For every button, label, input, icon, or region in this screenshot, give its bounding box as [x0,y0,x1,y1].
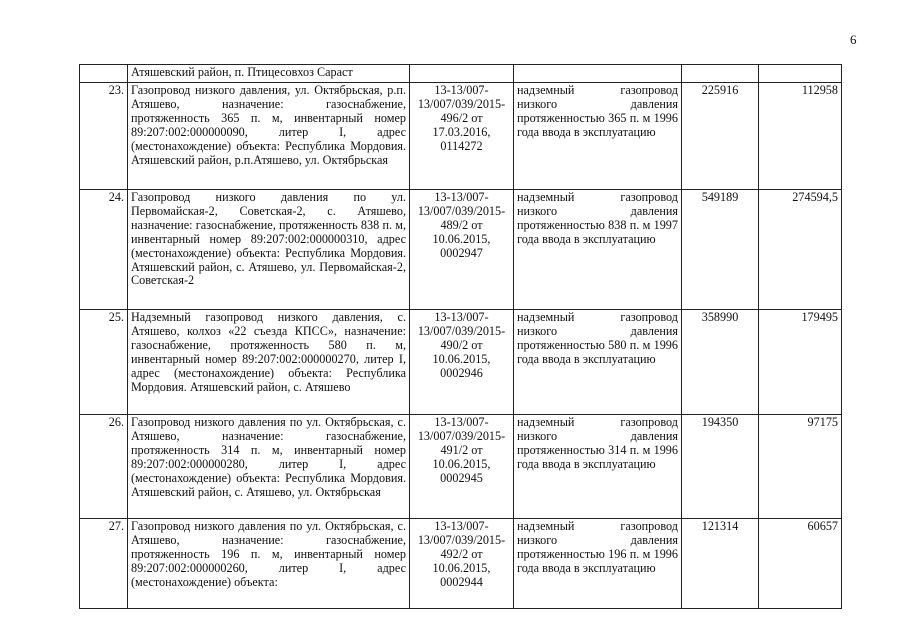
cell-registration [410,65,514,83]
cell-description: Газопровод низкого давления по ул. Октябрьская, с. Атяшево, назначение: газоснабжение, протяженность 196 п. м, инвентарный номер 89:207:002:000000260, литер I, адрес (местонахождение) объекта: [128,519,410,609]
cell-description: Надземный газопровод низкого давления, с. Атяшево, колхоз «22 съезда КПСС», назначение: газоснабжение, протяженность 580 п. м, инвентарный номер 89:207:002:000000270, литер I, адрес (местонахождение) объекта: Республика Мордовия. Атяшевский район, с. Атяшево [128,310,410,415]
cell-description: Газопровод низкого давления, ул. Октябрьская, р.п. Атяшево, назначение: газоснабжение, протяженность 365 п. м, инвентарный номер 89:207:002:000000090, литер I, адрес (местонахождение) объекта: Республика Мордовия. Атяшевский район, р.п.Атяшево, ул. Октябрьская [128,83,410,190]
cell-num: 23. [80,83,128,190]
cell-registration: 13-13/007-13/007/039/2015-489/2 от 10.06.2015, 0002947 [410,190,514,310]
cell-registration: 13-13/007-13/007/039/2015-491/2 от 10.06.2015, 0002945 [410,415,514,519]
cell-type: надземный газопровод низкого давления протяженностью 196 п. м 1996 года ввода в эксплуатацию [514,519,682,609]
cell-value2: 97175 [759,415,842,519]
cell-type: надземный газопровод низкого давления протяженностью 314 п. м 1996 года ввода в эксплуатацию [514,415,682,519]
cell-value2 [759,65,842,83]
cell-type [514,65,682,83]
cell-value1: 194350 [682,415,759,519]
cell-registration: 13-13/007-13/007/039/2015-492/2 от 10.06.2015, 0002944 [410,519,514,609]
cell-description: Газопровод низкого давления по ул. Октябрьская, с. Атяшево, назначение: газоснабжение, протяженность 314 п. м, инвентарный номер 89:207:002:000000280, литер I, адрес (местонахождение) объекта: Республика Мордовия. Атяшевский район, с. Атяшево, ул. Октябрьская [128,415,410,519]
cell-registration: 13-13/007-13/007/039/2015-496/2 от 17.03.2016, 0114272 [410,83,514,190]
cell-value2: 274594,5 [759,190,842,310]
cell-value1: 358990 [682,310,759,415]
cell-value2: 179495 [759,310,842,415]
table-row [80,519,842,609]
table-row [80,83,842,190]
cell-type: надземный газопровод низкого давления протяженностью 365 п. м 1996 года ввода в эксплуатацию [514,83,682,190]
cell-num: 27. [80,519,128,609]
cell-type: надземный газопровод низкого давления протяженностью 580 п. м 1996 года ввода в эксплуатацию [514,310,682,415]
table-row [80,310,842,415]
cell-value2: 112958 [759,83,842,190]
cell-value2: 60657 [759,519,842,609]
cell-num: 26. [80,415,128,519]
cell-description: Атяшевский район, п. Птицесовхоз Сараст [128,65,410,83]
cell-value1: 121314 [682,519,759,609]
cell-registration: 13-13/007-13/007/039/2015-490/2 от 10.06.2015, 0002946 [410,310,514,415]
cell-num [80,65,128,83]
property-register-table [79,64,842,609]
table-row-continuation [80,65,842,83]
cell-description: Газопровод низкого давления по ул. Первомайская-2, Советская-2, с. Атяшево, назначение: газоснабжение, протяженность 838 п. м, инвентарный номер 89:207:002:000000310, адрес (местонахождение) объекта: Республика Мордовия. Атяшевский район, с. Атяшево, ул. Первомайская-2, Советская-2 [128,190,410,310]
table-row [80,190,842,310]
table-row [80,415,842,519]
cell-num: 24. [80,190,128,310]
cell-value1: 225916 [682,83,759,190]
page-number: 6 [850,32,857,47]
cell-value1 [682,65,759,83]
cell-num: 25. [80,310,128,415]
cell-type: надземный газопровод низкого давления протяженностью 838 п. м 1997 года ввода в эксплуатацию [514,190,682,310]
cell-value1: 549189 [682,190,759,310]
